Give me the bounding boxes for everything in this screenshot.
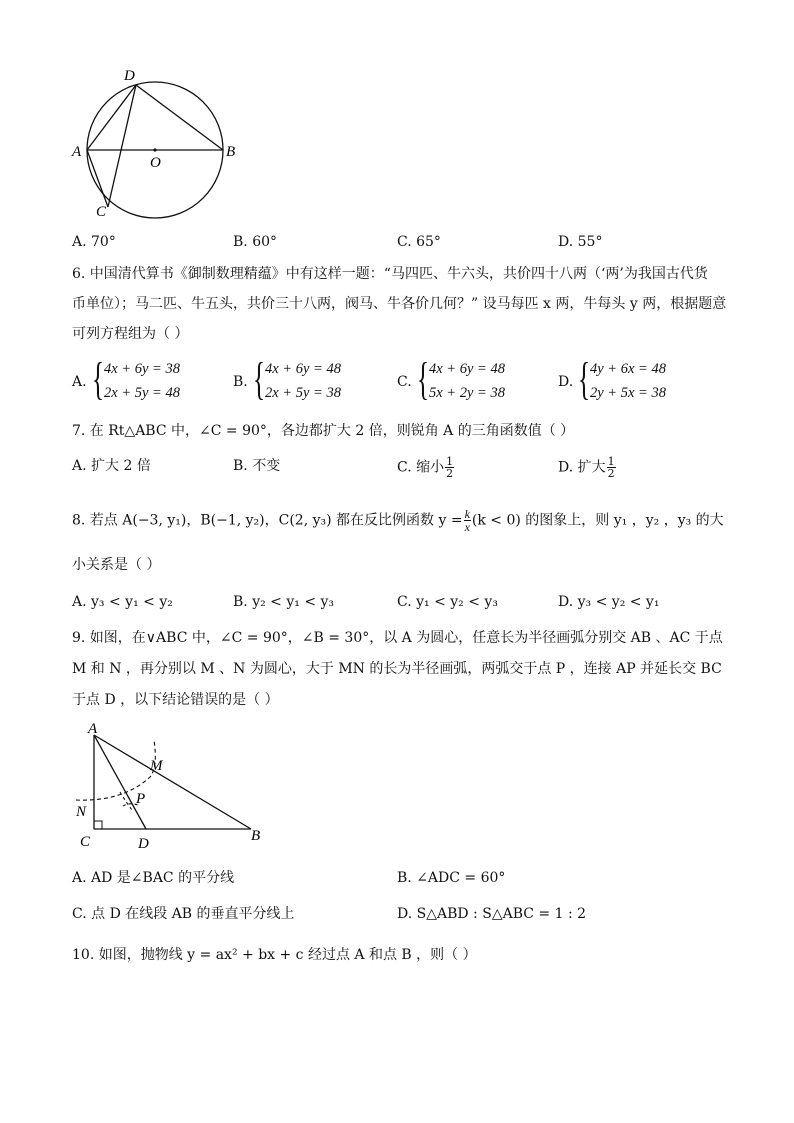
q9-stem-line3: 于点 D ，以下结论错误的是（ ） xyxy=(72,692,279,708)
brace-icon: { xyxy=(92,353,105,404)
q9-option-d[interactable]: D. S△ABD : S△ABC = 1 : 2 xyxy=(397,906,587,922)
q10-stem: 10. 如图，抛物线 y = ax² + bx + c 经过点 A 和点 B ，则（ ） xyxy=(72,947,477,963)
q6-option-a-label: A. xyxy=(72,374,87,390)
side-ab xyxy=(94,735,251,829)
label-b: B xyxy=(226,144,236,160)
label-n: N xyxy=(76,804,87,820)
q7-option-d[interactable] xyxy=(558,456,617,479)
q6-stem-line2: 币单位）；马二匹、牛五头，共价三十八两，阀马、牛各价几何？” 设马每匹 x 两，牛每头 y 两，根据题意 xyxy=(72,296,727,312)
q9-stem-line1: 9. 如图，在∨ABC 中，∠C = 90°，∠B = 30°，以 A 为圆心，任意长为半径画弧分别交 AB 、AC 于点 xyxy=(72,630,723,646)
q5-option-c[interactable]: C. 65° xyxy=(397,234,441,250)
fraction-one-half: $\frac{1}{2}$ xyxy=(607,455,615,480)
brace-icon: { xyxy=(578,353,591,404)
q6-option-c-label: C. xyxy=(397,374,412,390)
q5-option-a[interactable]: A. 70° xyxy=(72,234,116,250)
label-c: C xyxy=(96,204,107,220)
q7-stem: 7. 在 Rt△ABC 中，∠C = 90°，各边都扩大 2 倍，则锐角 A 的三角函数值（ ） xyxy=(72,423,575,439)
q8-stem-line1: 8. 若点 A(−3, y₁)，B(−1, y₂)，C(2, y₃) 都在反比例函数 y = $\frac{k}{x}$ (k < 0) 的图象上，则 y₁ ，y₂ ，y₃ 的大 xyxy=(72,507,724,534)
fraction-one-half: $\frac{1}{2}$ xyxy=(446,455,454,480)
q9-option-b[interactable]: B. ∠ADC = 60° xyxy=(397,870,506,886)
label-a: A xyxy=(88,722,98,737)
chord-db xyxy=(136,85,223,150)
q7-option-a[interactable]: A. 扩大 2 倍 xyxy=(72,458,151,474)
label-o: O xyxy=(150,155,161,171)
q6-d-eq2: 2y + 5x = 38 xyxy=(590,385,666,401)
label-p: P xyxy=(136,791,146,807)
chord-ac xyxy=(87,150,108,207)
q6-option-b-label: B. xyxy=(233,374,248,390)
q6-c-eq2: 5x + 2y = 38 xyxy=(429,385,505,401)
q6-a-eq2: 2x + 5y = 48 xyxy=(104,385,180,401)
q6-option-d-label: D. xyxy=(558,374,574,390)
q5-option-b[interactable]: B. 60° xyxy=(233,234,278,250)
brace-icon: { xyxy=(253,353,266,404)
q7-option-d-text: D. 扩大 xyxy=(558,459,606,476)
segment-ad xyxy=(94,735,146,829)
q6-stem-line3: 可列方程组为（ ） xyxy=(72,326,189,342)
triangle-figure xyxy=(68,722,268,852)
q7-option-c[interactable] xyxy=(397,456,455,479)
label-d: D xyxy=(124,68,135,84)
label-a: A xyxy=(72,144,82,160)
label-c: C xyxy=(80,834,91,850)
label-m: M xyxy=(150,758,163,774)
q6-c-eq1: 4x + 6y = 48 xyxy=(429,361,505,377)
q8-option-b[interactable]: B. y₂ < y₁ < y₃ xyxy=(233,594,335,610)
brace-icon: { xyxy=(417,353,430,404)
q6-b-eq2: 2x + 5y = 38 xyxy=(265,385,341,401)
center-dot xyxy=(153,148,156,151)
q6-b-eq1: 4x + 6y = 48 xyxy=(265,361,341,377)
q8-option-c[interactable]: C. y₁ < y₂ < y₃ xyxy=(397,594,498,610)
label-b: B xyxy=(251,828,261,844)
q5-option-d[interactable]: D. 55° xyxy=(558,234,603,250)
q6-stem-line1: 6. 中国清代算书《御制数理精蕴》中有这样一题：“马四匹、牛六头，共价四十八两（‘两’为我国古代货 xyxy=(72,266,708,282)
q7-option-c-text: C. 缩小 xyxy=(397,459,445,476)
q8-option-d[interactable]: D. y₃ < y₂ < y₁ xyxy=(558,594,660,610)
label-d: D xyxy=(138,836,149,852)
q7-option-b[interactable]: B. 不变 xyxy=(233,458,281,474)
q6-a-eq1: 4x + 6y = 38 xyxy=(104,361,180,377)
fraction-k-over-x: $\frac{k}{x}$ xyxy=(464,507,470,534)
q9-option-c[interactable]: C. 点 D 在线段 AB 的垂直平分线上 xyxy=(72,906,295,922)
q9-option-a[interactable]: A. AD 是∠BAC 的平分线 xyxy=(72,870,235,886)
right-angle-mark xyxy=(94,821,102,829)
q9-stem-line2: M 和 N ，再分别以 M 、N 为圆心，大于 MN 的长为半径画弧，两弧交于点 P ，连接 AP 并延长交 BC xyxy=(72,661,722,677)
q6-d-eq1: 4y + 6x = 48 xyxy=(590,361,666,377)
q8-option-a[interactable]: A. y₃ < y₁ < y₂ xyxy=(72,594,173,610)
circle-figure xyxy=(60,62,250,227)
q8-stem-line2: 小关系是（ ） xyxy=(72,557,161,573)
